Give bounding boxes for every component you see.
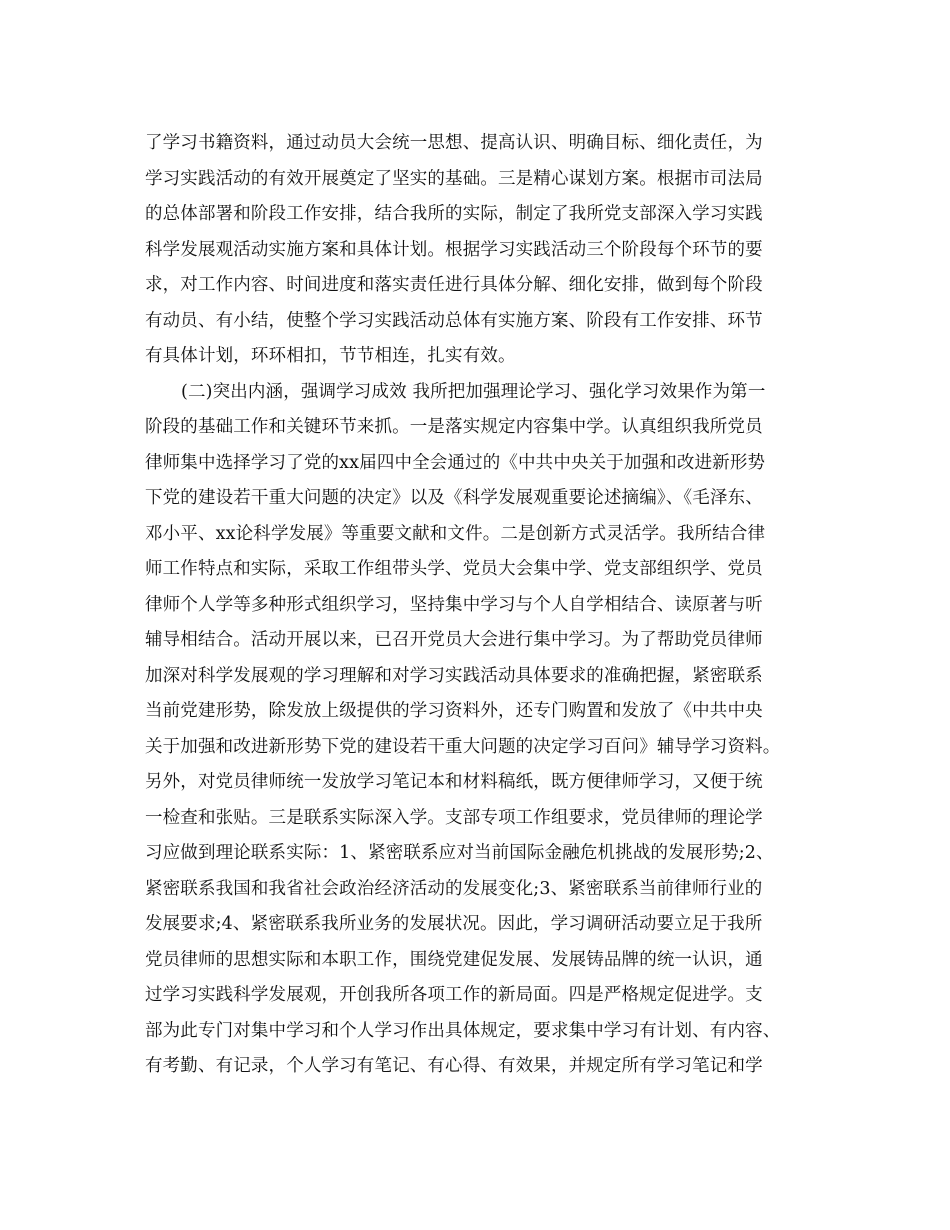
text-line: 一检查和张贴。三是联系实际深入学。支部专项工作组要求，党员律师的理论学 xyxy=(145,807,763,828)
text-line: 律师集中选择学习了党的xx届四中全会通过的《中共中央关于加强和改进新形势 xyxy=(145,452,766,473)
text-line: 过学习实践科学发展观，开创我所各项工作的新局面。四是严格规定促进学。支 xyxy=(145,985,763,1005)
text-line: 有考勤、有记录，个人学习有笔记、有心得、有效果，并规定所有学习笔记和学 xyxy=(145,1056,763,1076)
text-line: 有动员、有小结，使整个学习实践活动总体有实施方案、阶段有工作安排、环节 xyxy=(145,310,763,331)
text-line: 当前党建形势，除发放上级提供的学习资料外，还专门购置和发放了《中共中央 xyxy=(145,701,763,721)
text-line: 科学发展观活动实施方案和具体计划。根据学习实践活动三个阶段每个环节的要 xyxy=(145,239,763,260)
text-line: 发展要求;4、紧密联系我所业务的发展状况。因此，学习调研活动要立足于我所 xyxy=(145,914,763,934)
text-line: 紧密联系我国和我省社会政治经济活动的发展变化;3、紧密联系当前律师行业的 xyxy=(145,878,763,899)
text-line: 有具体计划，环环相扣，节节相连，扎实有效。 xyxy=(145,346,516,366)
text-line: 辅导相结合。活动开展以来，已召开党员大会进行集中学习。为了帮助党员律师 xyxy=(145,630,763,650)
text-line: 学习实践活动的有效开展奠定了坚实的基础。三是精心谋划方案。根据市司法局 xyxy=(145,168,763,189)
text-line: 求，对工作内容、时间进度和落实责任进行具体分解、细化安排，做到每个阶段 xyxy=(145,275,763,295)
text-line: 习应做到理论联系实际：1、紧密联系应对当前国际金融危机挑战的发展形势;2、 xyxy=(145,843,774,863)
text-line: 部为此专门对集中学习和个人学习作出具体规定，要求集中学习有计划、有内容、 xyxy=(145,1020,781,1041)
text-line: 邓小平、xx论科学发展》等重要文献和文件。二是创新方式灵活学。我所结合律 xyxy=(145,523,766,544)
text-line: 党员律师的思想实际和本职工作，围绕党建促发展、发展铸品牌的统一认识，通 xyxy=(145,949,763,970)
body-text xyxy=(145,126,815,1085)
text-line: 另外，对党员律师统一发放学习笔记本和材料稿纸，既方便律师学习，又便于统 xyxy=(145,772,763,792)
text-line: (二)突出内涵，强调学习成效 我所把加强理论学习、强化学习效果作为第一 xyxy=(181,381,766,402)
text-line: 律师个人学等多种形式组织学习，坚持集中学习与个人自学相结合、读原著与听 xyxy=(145,594,763,615)
text-line: 师工作特点和实际，采取工作组带头学、党员大会集中学、党支部组织学、党员 xyxy=(145,559,763,579)
text-line: 的总体部署和阶段工作安排，结合我所的实际，制定了我所党支部深入学习实践 xyxy=(145,204,763,224)
text-line: 阶段的基础工作和关键环节来抓。一是落实规定内容集中学。认真组织我所党员 xyxy=(145,417,763,437)
text-line: 了学习书籍资料，通过动员大会统一思想、提高认识、明确目标、细化责任，为 xyxy=(145,133,763,153)
text-line: 下党的建设若干重大问题的决定》以及《科学发展观重要论述摘编》、《毛泽东、 xyxy=(145,488,763,508)
text-line: 关于加强和改进新形势下党的建设若干重大问题的决定学习百问》辅导学习资料。 xyxy=(145,736,781,757)
text-line: 加深对科学发展观的学习理解和对学习实践活动具体要求的准确把握，紧密联系 xyxy=(145,665,763,686)
